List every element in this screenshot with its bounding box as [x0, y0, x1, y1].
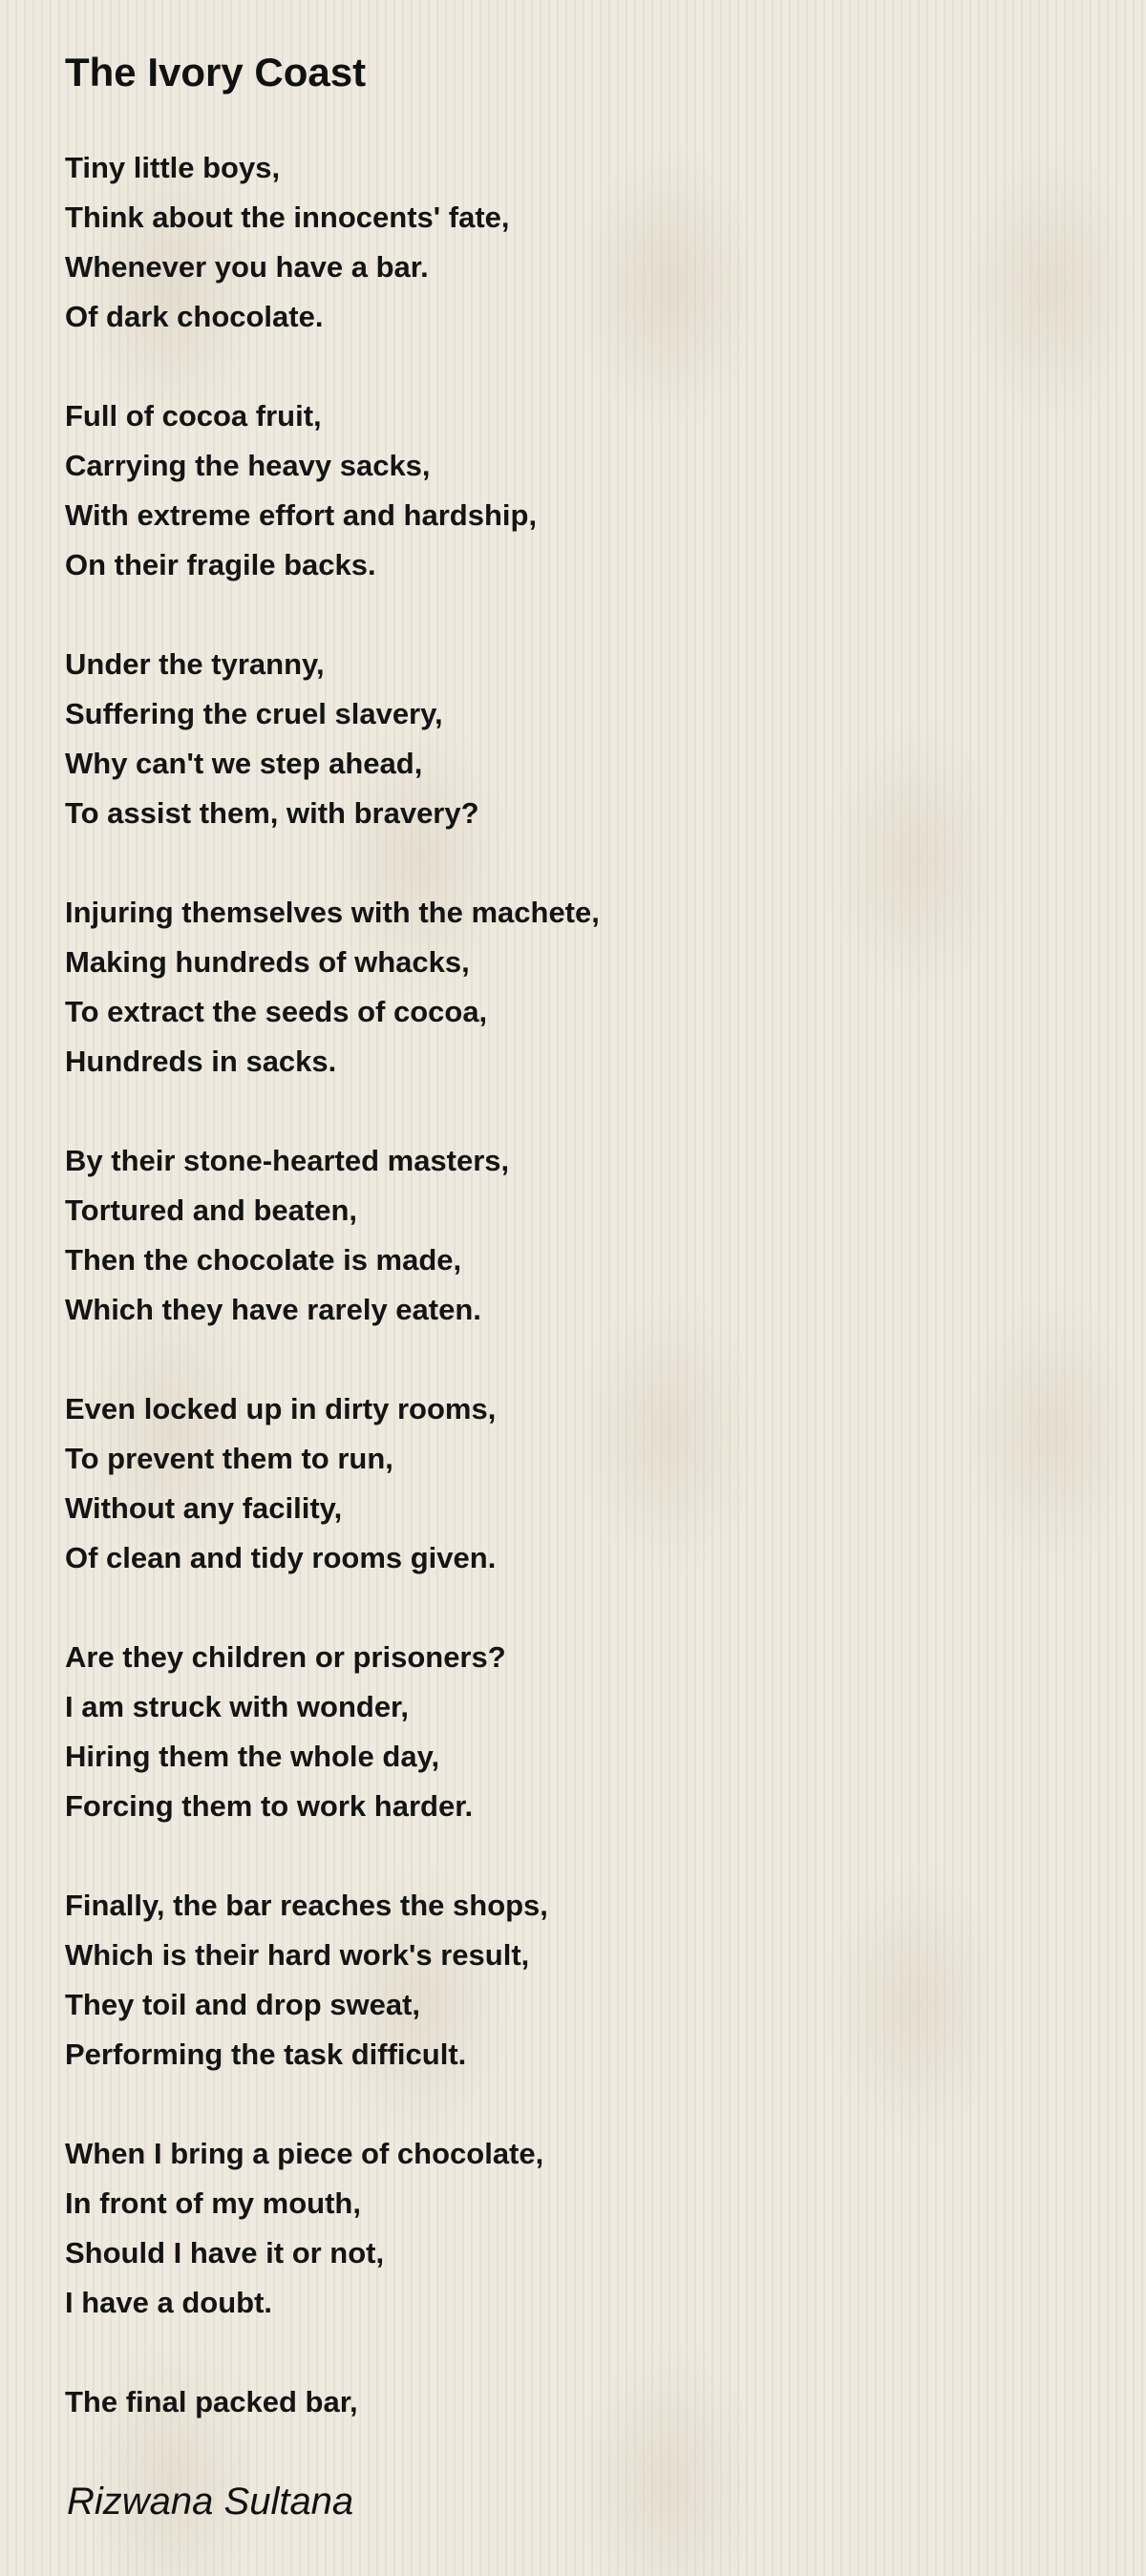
poem-stanza: [65, 1384, 1096, 1583]
poem-line: Of dark chocolate.: [65, 300, 324, 333]
poem-line: Hundreds in sacks.: [65, 1045, 337, 1078]
poem-line: To extract the seeds of cocoa,: [65, 995, 488, 1028]
poem-stanza: [65, 640, 1096, 838]
poem-line: I am struck with wonder,: [65, 1690, 410, 1723]
poem-line: Making hundreds of whacks,: [65, 945, 470, 979]
poem-stanza: [65, 888, 1096, 1087]
poem-line: Suffering the cruel slavery,: [65, 697, 443, 730]
poem-line: Carrying the heavy sacks,: [65, 449, 431, 482]
poem-line: Then the chocolate is made,: [65, 1243, 462, 1277]
poem-stanza: [65, 143, 1096, 342]
poem-title: The Ivory Coast: [65, 50, 367, 95]
poem-line: Which they have rarely eaten.: [65, 1293, 481, 1326]
poem-line: To assist them, with bravery?: [65, 796, 479, 830]
poem-line: Tortured and beaten,: [65, 1193, 358, 1227]
poem-line: Should I have it or not,: [65, 2236, 385, 2270]
poem-line: To prevent them to run,: [65, 1442, 393, 1475]
poem-line: They toil and drop sweat,: [65, 1988, 421, 2021]
poem-line: With extreme effort and hardship,: [65, 498, 538, 532]
poem-line: Think about the innocents' fate,: [65, 201, 510, 234]
poem-line: Are they children or prisoners?: [65, 1640, 506, 1674]
poem-line: Finally, the bar reaches the shops,: [65, 1889, 548, 1922]
poem-line: In front of my mouth,: [65, 2186, 361, 2220]
poem-line: Of clean and tidy rooms given.: [65, 1541, 497, 1574]
poem-stanza: [65, 2377, 1096, 2427]
poem-author: Rizwana Sultana: [67, 2481, 354, 2523]
poem-stanza: [65, 1881, 1096, 2080]
poem-line: Tiny little boys,: [65, 151, 281, 184]
poem-line: I have a doubt.: [65, 2286, 273, 2319]
poem-line: When I bring a piece of chocolate,: [65, 2137, 544, 2170]
poem-stanza: [65, 2129, 1096, 2328]
poem-stanza: [65, 1633, 1096, 1831]
poem-stanza: [65, 1136, 1096, 1335]
poem-line: Injuring themselves with the machete,: [65, 896, 600, 929]
poem-line: Forcing them to work harder.: [65, 1789, 474, 1823]
poem-line: Without any facility,: [65, 1491, 343, 1525]
poem-stanza: [65, 391, 1096, 590]
poem-line: Whenever you have a bar.: [65, 250, 429, 284]
poem-line: Even locked up in dirty rooms,: [65, 1392, 497, 1425]
poem-line: Why can't we step ahead,: [65, 747, 423, 780]
poem-line: The final packed bar,: [65, 2385, 358, 2418]
poem-line: On their fragile backs.: [65, 548, 376, 581]
poem-line: Performing the task difficult.: [65, 2038, 467, 2071]
poem-body: [65, 143, 1096, 2477]
poem-line: Under the tyranny,: [65, 647, 325, 681]
poem-line: Hiring them the whole day,: [65, 1740, 440, 1773]
poem-line: Which is their hard work's result,: [65, 1938, 530, 1972]
poem-line: By their stone-hearted masters,: [65, 1144, 510, 1177]
poem-line: Full of cocoa fruit,: [65, 399, 322, 433]
